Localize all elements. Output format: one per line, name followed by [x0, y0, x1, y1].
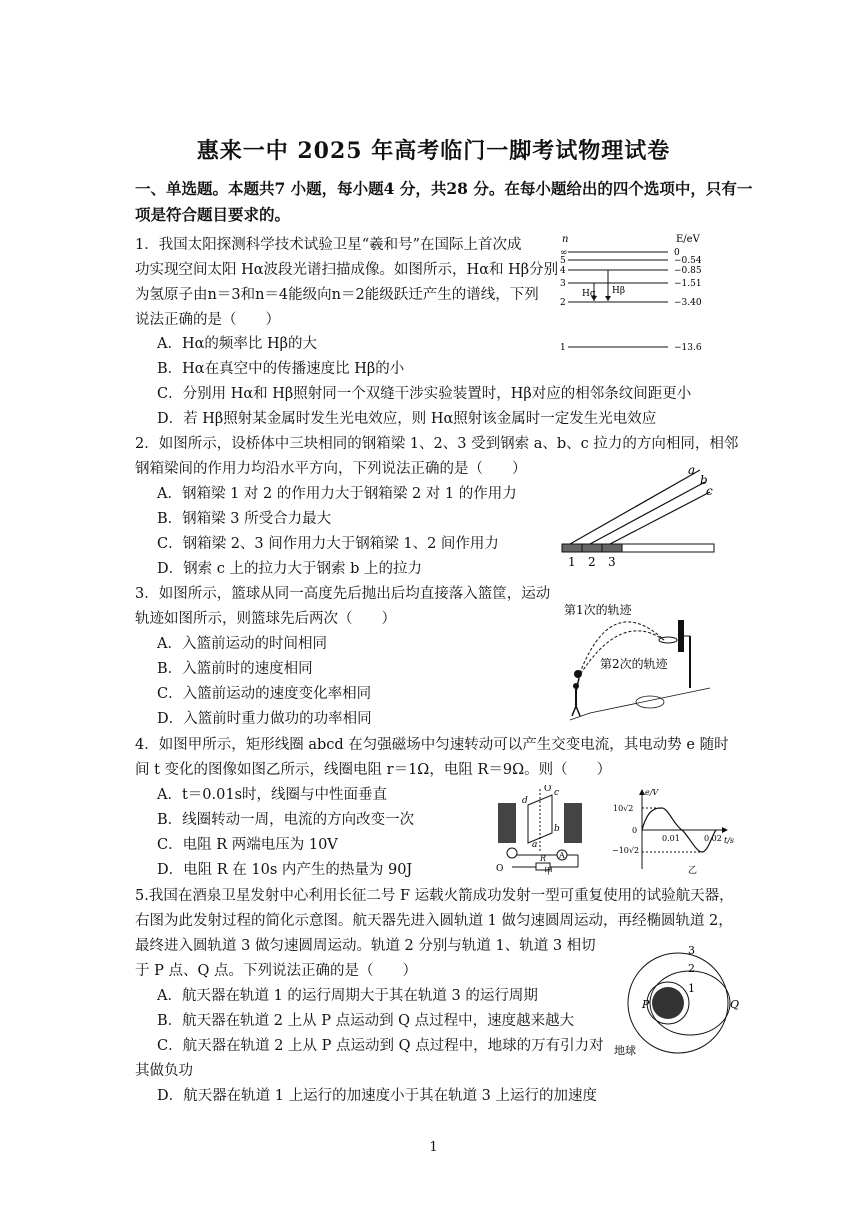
q5-option-d: D．航天器在轨道 1 上运行的加速度小于其在轨道 3 上运行的加速度 [157, 1088, 598, 1104]
svg-text:−3.40: −3.40 [674, 298, 702, 308]
section-header: 一、单选题。本题共7 小题，每小题4 分，共28 分。在每小题给出的四个选项中，只有一项是符合题目要求的。 [135, 179, 753, 224]
svg-text:0.02: 0.02 [704, 834, 722, 843]
q5-option-b: B．航天器在轨道 2 上从 P 点运动到 Q 点过程中，速度越来越大 [157, 1013, 575, 1029]
svg-text:b: b [700, 473, 708, 487]
svg-text:b: b [554, 824, 560, 834]
q5-line-1: 5.我国在酒泉卫星发射中心利用长征二号 F 运载火箭成功发射一型可重复使用的试验航天器， [135, 888, 734, 904]
svg-text:3: 3 [688, 944, 695, 957]
traj2-label: 第2次的轨迹 [600, 657, 668, 671]
q3-line-1: 3．如图所示，篮球从同一高度先后抛出后均直接落入篮筐，运动 [135, 586, 551, 602]
level-4 [560, 266, 702, 276]
emf-graph [612, 785, 734, 875]
q5-line-4: 于 P 点、Q 点。下列说法正确的是（ ） [135, 963, 417, 979]
energy-axis-label: E/eV [676, 234, 700, 245]
q3-line-2: 轨迹如图所示，则篮球先后两次（ ） [135, 611, 396, 627]
orbit-diagram [614, 940, 754, 1058]
n-axis-label: n [562, 234, 569, 245]
svg-text:0: 0 [632, 826, 638, 835]
svg-text:a: a [532, 840, 538, 850]
q5-option-c-cont: 其做负功 [135, 1063, 193, 1079]
svg-text:R: R [540, 854, 547, 863]
q4-option-c: C．电阻 R 两端电压为 10V [157, 837, 338, 853]
q4-option-d: D．电阻 R 在 10s 内产生的热量为 90J [157, 862, 413, 878]
q2-option-d: D．钢索 c 上的拉力大于钢索 b 上的拉力 [157, 561, 422, 577]
svg-text:−10√2: −10√2 [612, 846, 640, 855]
page-number: 1 [429, 1140, 438, 1155]
earth-label: 地球 [614, 1044, 636, 1057]
cable-b [590, 482, 705, 544]
q2-option-b: B．钢箱梁 3 所受合力最大 [157, 511, 332, 527]
svg-text:0.01: 0.01 [662, 834, 680, 843]
q4-option-b: B．线圈转动一周，电流的方向改变一次 [157, 812, 415, 828]
svg-text:−0.54: −0.54 [674, 256, 702, 266]
q3-option-c: C．入篮前运动的速度变化率相同 [157, 686, 372, 702]
magnet-s [564, 803, 582, 843]
svg-text:d: d [522, 796, 528, 806]
cable-c [610, 492, 710, 544]
label-jia: 甲 [544, 867, 554, 875]
q1-line-1: 1．我国太阳探测科学技术试验卫星“羲和号”在国际上首次成 [135, 237, 522, 253]
svg-text:2: 2 [688, 962, 695, 975]
basketball-diagram [560, 598, 720, 722]
svg-text:t/s: t/s [724, 836, 734, 845]
q3-option-d: D．入篮前时重力做功的功率相同 [157, 711, 372, 727]
svg-text:1: 1 [688, 982, 695, 995]
level-1 [560, 343, 702, 353]
svg-text:0: 0 [674, 248, 680, 258]
level-5 [560, 256, 702, 266]
svg-text:10√2: 10√2 [613, 804, 634, 813]
level-2 [560, 298, 702, 308]
svg-text:2: 2 [560, 298, 566, 308]
q5-line-3: 最终进入圆轨道 3 做匀速圆周运动。轨道 2 分别与轨道 1、轨道 3 相切 [135, 938, 596, 954]
q3-option-a: A．入篮前运动的时间相同 [157, 636, 327, 652]
q5-option-c: C．航天器在轨道 2 上从 P 点运动到 Q 点过程中，地球的万有引力对 [157, 1038, 604, 1054]
label-yi: 乙 [688, 866, 698, 875]
svg-text:e/V: e/V [645, 788, 659, 797]
q1-option-a: A．Hα的频率比 Hβ的大 [157, 336, 318, 352]
player [572, 678, 580, 716]
h-beta-label: Hβ [612, 286, 626, 296]
svg-text:c: c [706, 484, 713, 498]
beam-2 [582, 544, 602, 552]
level-inf [560, 248, 680, 258]
q3-option-b: B．入篮前时的速度相同 [157, 661, 313, 677]
svg-text:2: 2 [588, 555, 596, 569]
svg-text:3: 3 [560, 279, 566, 289]
q5-option-a: A．航天器在轨道 1 的运行周期大于其在轨道 3 的运行周期 [157, 988, 538, 1004]
q2-option-c: C．钢箱梁 2、3 间作用力大于钢箱梁 1、2 间作用力 [157, 536, 499, 552]
q4-line-2: 间 t 变化的图像如图乙所示，线圈电阻 r＝1Ω，电阻 R＝9Ω。则（ ） [135, 762, 612, 778]
svg-text:−0.85: −0.85 [674, 266, 702, 276]
q5-line-2: 右图为此发射过程的简化示意图。航天器先进入圆轨道 1 做匀速圆周运动，再经椭圆轨道 2， [135, 913, 733, 929]
h-alpha-label: Hα [582, 289, 596, 299]
svg-text:O′: O′ [544, 785, 554, 794]
svg-text:O: O [496, 864, 504, 874]
bridge-diagram [560, 462, 720, 574]
beam-1 [562, 544, 582, 552]
svg-text:∞: ∞ [560, 248, 568, 258]
q1-option-c: C．分别用 Hα和 Hβ照射同一个双缝干涉实验装置时，Hβ对应的相邻条纹间距更小 [157, 386, 692, 402]
svg-text:5: 5 [560, 256, 566, 266]
svg-text:a: a [688, 463, 696, 477]
svg-text:−13.6: −13.6 [674, 343, 702, 353]
svg-text:4: 4 [560, 266, 566, 276]
slip-ring [507, 848, 517, 858]
energy-level-diagram [556, 230, 716, 360]
svg-text:1: 1 [560, 343, 566, 353]
q1-line-4: 说法正确的是（ ） [135, 312, 280, 328]
earth [652, 987, 684, 1019]
q1-option-d: D．若 Hβ照射某金属时发生光电效应，则 Hα照射该金属时一定发生光电效应 [157, 411, 657, 427]
magnet-n [498, 803, 516, 843]
point-p: P [642, 998, 650, 1011]
svg-text:A: A [559, 851, 565, 860]
ball [574, 670, 582, 678]
point-q: Q [730, 998, 740, 1011]
backboard [678, 620, 684, 652]
exam-title: 惠来一中 2025 年高考临门一脚考试物理试卷 [196, 138, 671, 164]
q2-line-2: 钢箱梁间的作用力均沿水平方向，下列说法正确的是（ ） [135, 461, 527, 477]
traj1-label: 第1次的轨迹 [564, 603, 632, 617]
q4-option-a: A．t＝0.01s时，线圈与中性面垂直 [157, 787, 388, 803]
court-circle [636, 696, 664, 708]
svg-text:−1.51: −1.51 [674, 279, 702, 289]
generator-diagram [492, 785, 592, 875]
q1-line-2: 功实现空间太阳 Hα波段光谱扫描成像。如图所示，Hα和 Hβ分别 [135, 262, 559, 278]
q1-line-3: 为氢原子由n＝3和n＝4能级向n＝2能级跃迁产生的谱线，下列 [135, 287, 539, 303]
svg-text:1: 1 [568, 555, 576, 569]
q2-line-1: 2．如图所示，设桥体中三块相同的钢箱梁 1、2、3 受到钢索 a、b、c 拉力的方向相同，相邻 [135, 436, 739, 452]
q4-line-1: 4．如图甲所示，矩形线圈 abcd 在匀强磁场中匀速转动可以产生交变电流，其电动势 e 随时 [135, 737, 729, 753]
svg-text:c: c [554, 788, 560, 798]
q1-option-b: B．Hα在真空中的传播速度比 Hβ的小 [157, 361, 405, 377]
level-3 [560, 279, 702, 289]
q2-option-a: A．钢箱梁 1 对 2 的作用力大于钢箱梁 2 对 1 的作用力 [157, 486, 517, 502]
hoop [659, 637, 677, 643]
svg-text:3: 3 [608, 555, 616, 569]
deck [622, 544, 714, 552]
beam-3 [602, 544, 622, 552]
